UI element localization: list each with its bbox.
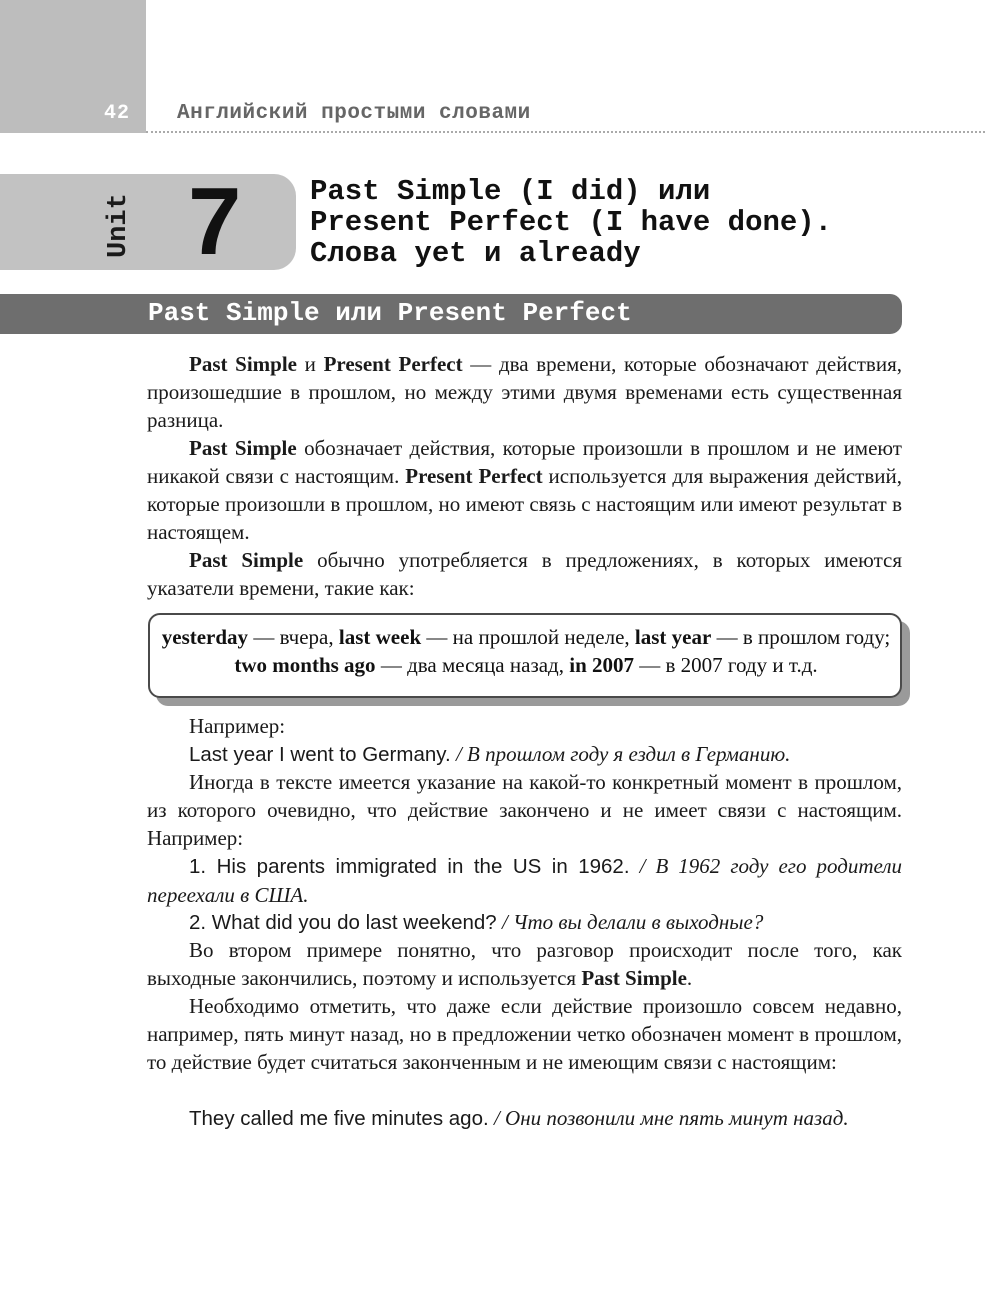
term: Past Simple <box>189 352 298 376</box>
vocab-list <box>160 623 892 679</box>
running-title: Английский простыми словами <box>177 102 531 125</box>
paragraph-definitions <box>147 434 902 546</box>
vocab-translation: — на прошлой неделе, <box>421 625 635 649</box>
text: . <box>686 966 693 990</box>
example-english: 1. His parents immigrated in the US in 1962. <box>189 855 630 878</box>
term: Past Simple <box>189 436 297 460</box>
text: — два времени, которые обозначают действия, произошедшие в прошлом, но между этими двумя временами есть существенная разница. <box>147 352 902 432</box>
page-number: 42 <box>104 102 131 125</box>
text: обозначает действия, которые произошли в прошлом и не имеют никакой связи с настоящим. <box>147 436 902 488</box>
text: используется для выражения действий, которые произошли в прошлом, но имеют связь с настоящим или имеют результат в настоящем. <box>147 464 902 544</box>
vocab-word: yesterday <box>161 625 249 649</box>
vocab-word: two months ago <box>234 653 376 677</box>
unit-label: Unit <box>104 193 134 259</box>
vocab-translation: — в 2007 году и т.д. <box>634 653 818 677</box>
vocab-translation: — в прошлом году; <box>711 625 891 649</box>
example-sentence <box>147 852 902 909</box>
example-english: Last year I went to Germany. <box>189 743 451 766</box>
paragraph-example-intro: Например: <box>189 714 286 738</box>
example-sentence <box>147 908 902 937</box>
example-translation: / Что вы делали в выходные? <box>496 910 764 934</box>
paragraph-recent-action: Необходимо отметить, что даже если действие произошло совсем недавно, например, пять минут назад, но в предложении четко обозначен момент в прошлом, то действие будет считаться законченным и не имеющим связи с настоящим: <box>147 994 902 1074</box>
paragraph-second-example <box>147 936 902 992</box>
example-sentence <box>147 740 902 769</box>
text: Во втором примере понятно, что разговор происходит после того, как выходные закончились, поэтому и используется <box>147 938 902 990</box>
vocab-word: last week <box>338 625 422 649</box>
example-sentence <box>147 1104 902 1133</box>
term: Present Perfect <box>323 352 463 376</box>
unit-title-line: Present Perfect (I have done). <box>310 206 833 239</box>
vocab-word: last year <box>634 625 712 649</box>
text: и <box>297 352 324 376</box>
example-english: They called me five minutes ago. <box>189 1107 489 1130</box>
paragraph-time-markers <box>147 546 902 602</box>
unit-title-line: Слова yet и already <box>310 237 641 270</box>
unit-title <box>310 176 832 269</box>
header-divider <box>146 131 985 133</box>
term: Past Simple <box>189 548 304 572</box>
vocab-word: in 2007 <box>569 653 635 677</box>
example-translation: / Они позвонили мне пять минут назад. <box>488 1106 849 1130</box>
vocab-translation: — два месяца назад, <box>375 653 570 677</box>
example-translation: / В 1962 году его родители переехали в США. <box>147 854 902 907</box>
unit-title-line: Past Simple (I did) или <box>310 175 711 208</box>
example-english: 2. What did you do last weekend? <box>189 911 497 934</box>
term: Past Simple <box>581 966 687 990</box>
unit-number: 7 <box>188 168 242 275</box>
section-title: Past Simple или Present Perfect <box>148 298 632 328</box>
paragraph-specific-moment: Иногда в тексте имеется указание на какой-то конкретный момент в прошлом, из которого очевидно, что действие закончено и не имеет связи с настоящим. Например: <box>147 770 902 850</box>
text: обычно употребляется в предложениях, в которых имеются указатели времени, такие как: <box>147 548 902 600</box>
example-translation: / В прошлом году я ездил в Германию. <box>450 742 791 766</box>
paragraph-intro <box>147 350 902 434</box>
term: Present Perfect <box>405 464 543 488</box>
vocab-translation: — вчера, <box>248 625 339 649</box>
